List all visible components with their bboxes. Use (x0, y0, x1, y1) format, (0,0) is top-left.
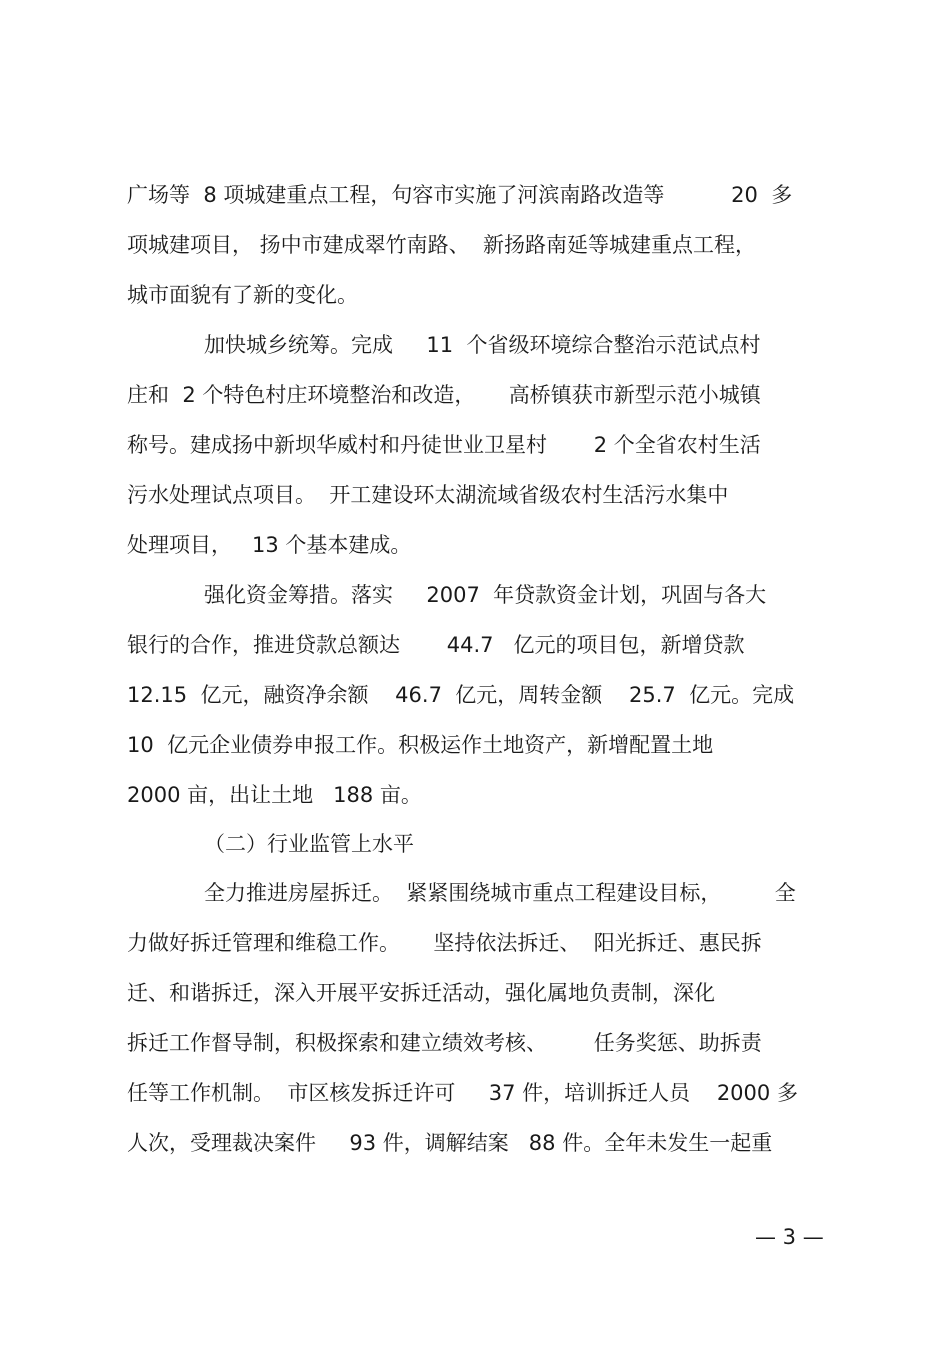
page-number: — 3 — (755, 1225, 824, 1249)
paragraph-first-line: 加快城乡统筹。完成 11 个省级环境综合整治示范试点村 (204, 333, 761, 357)
text-line: 城市面貌有了新的变化。 (127, 283, 358, 307)
paragraph-first-line: 强化资金筹措。落实 2007 年贷款资金计划，巩固与各大 (204, 583, 767, 607)
text-line: 称号。建成扬中新坝华威村和丹徒世业卫星村 2 个全省农村生活 (127, 433, 761, 457)
text-line: 力做好拆迁管理和维稳工作。 坚持依法拆迁、 阳光拆迁、惠民拆 (127, 931, 762, 955)
text-line: 任等工作机制。 市区核发拆迁许可 37 件，培训拆迁人员 2000 多 (127, 1081, 798, 1105)
text-line: 处理项目， 13 个基本建成。 (127, 533, 412, 557)
text-line: 项城建项目， 扬中市建成翠竹南路、 新扬路南延等城建重点工程， (127, 233, 757, 257)
text-line: 2000 亩，出让土地 188 亩。 (127, 783, 422, 807)
text-line: 广场等 8 项城建重点工程，句容市实施了河滨南路改造等 20 多 (127, 183, 793, 207)
text-line: 12.15 亿元，融资净余额 46.7 亿元，周转金额 25.7 亿元。完成 (127, 683, 795, 707)
text-line: 污水处理试点项目。 开工建设环太湖流域省级农村生活污水集中 (127, 483, 729, 507)
paragraph-first-line: 全力推进房屋拆迁。 紧紧围绕城市重点工程建设目标， 全 (204, 881, 796, 905)
section-heading: （二）行业监管上水平 (204, 832, 414, 856)
text-line: 10 亿元企业债券申报工作。积极运作土地资产，新增配置土地 (127, 733, 714, 757)
text-line: 银行的合作，推进贷款总额达 44.7 亿元的项目包，新增贷款 (127, 633, 745, 657)
text-line: 迁、和谐拆迁，深入开展平安拆迁活动，强化属地负责制，深化 (127, 981, 715, 1005)
text-line: 拆迁工作督导制，积极探索和建立绩效考核、 任务奖惩、助拆责 (127, 1031, 762, 1055)
text-line: 庄和 2 个特色村庄环境整治和改造， 高桥镇获市新型示范小城镇 (127, 383, 761, 407)
text-line: 人次，受理裁决案件 93 件，调解结案 88 件。全年未发生一起重 (127, 1131, 773, 1155)
